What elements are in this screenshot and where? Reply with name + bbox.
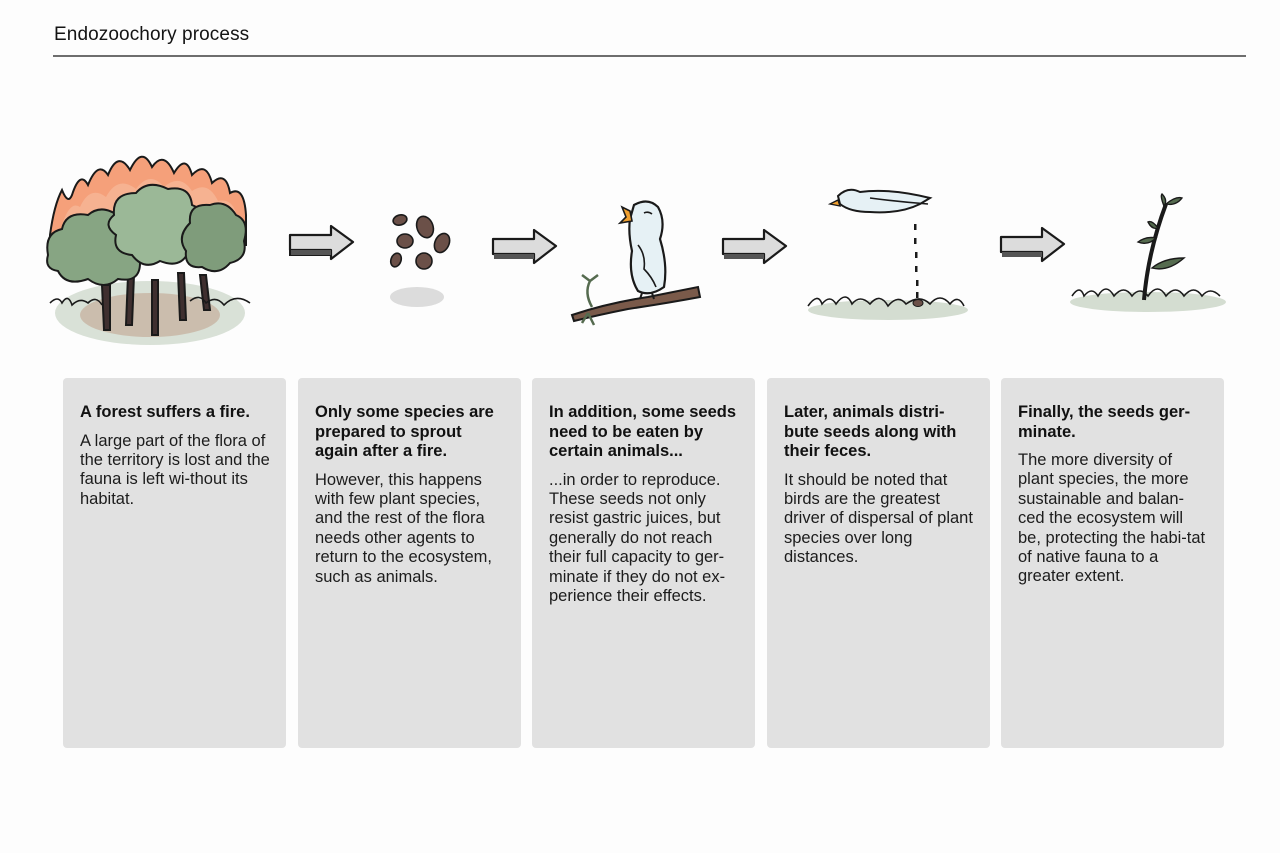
right-arrow-icon	[490, 226, 560, 268]
sprouting-plant-illustration	[1068, 192, 1228, 317]
step-body: ...in order to reproduce. These seeds not only resist gastric juices, but generally do not reach their full capacity to ger-minate if they do not ex-perience their effects.	[549, 470, 726, 605]
right-arrow-icon	[287, 222, 357, 264]
bird-on-branch-illustration	[568, 195, 703, 330]
burning-forest-illustration	[40, 145, 260, 355]
step-body: It should be noted that birds are the greatest driver of dispersal of plant species over long distances.	[784, 470, 973, 567]
step-card-1	[63, 378, 286, 748]
step-heading: Finally, the seeds ger-minate.	[1018, 403, 1191, 441]
step-heading: Later, animals distri-bute seeds along with their feces.	[784, 403, 957, 460]
step-heading: Only some species are prepared to sprout again after a fire.	[315, 403, 494, 460]
step-body: However, this happens with few plant species, and the rest of the flora needs other agents to return to the ecosystem, such as animals.	[315, 470, 492, 586]
step-body: The more diversity of plant species, the more sustainable and balan-ced the ecosystem will be, protecting the habi-tat of native fauna to a greater extent.	[1018, 451, 1206, 586]
step-heading: A forest suffers a fire.	[80, 403, 250, 421]
flying-bird-illustration	[800, 182, 975, 322]
step-card-5	[1001, 378, 1224, 748]
right-arrow-icon	[720, 226, 790, 268]
page-title: Endozoochory process	[54, 24, 250, 45]
step-card-2	[298, 378, 521, 748]
step-card-4	[767, 378, 990, 748]
step-heading: In addition, some seeds need to be eaten by certain animals...	[549, 403, 737, 460]
right-arrow-icon	[998, 224, 1068, 266]
step-body: A large part of the flora of the territory is lost and the fauna is left wi-thout its habitat.	[80, 431, 270, 508]
title-divider	[53, 55, 1246, 57]
step-card-3	[532, 378, 755, 748]
seeds-illustration	[380, 205, 460, 310]
